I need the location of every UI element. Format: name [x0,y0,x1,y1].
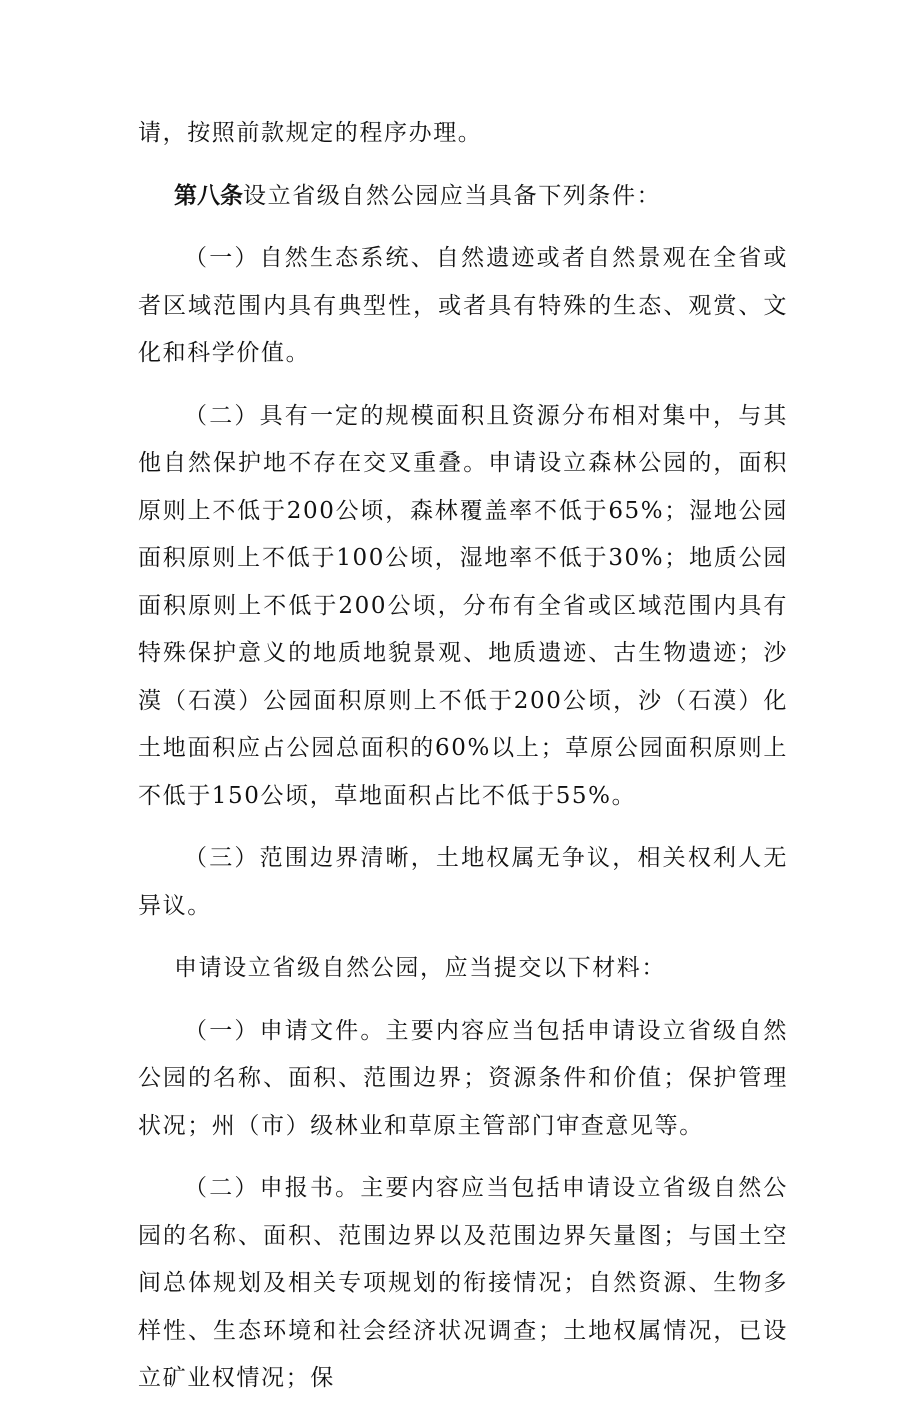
materials-intro [138,945,788,993]
paragraph-text: 请，按照前款规定的程序办理。 [138,120,483,146]
paragraph-text: 设立省级自然公园应当具备下列条件： [243,182,662,209]
material-item-2 [138,1165,788,1403]
paragraph-text: （一）申请文件。主要内容应当包括申请设立省级自然公园的名称、面积、范围边界；资源条件和价值；保护管理状况；州（市）级林业和草原主管部门审查意见等。 [138,1017,788,1139]
paragraph-continuation [138,110,788,158]
condition-item-3 [138,835,788,930]
condition-item-2 [138,393,788,821]
paragraph-text: （三）范围边界清晰，土地权属无争议，相关权利人无异议。 [138,845,788,919]
condition-item-1 [138,235,788,378]
document-body [138,110,788,1418]
paragraph-text: 申请设立省级自然公园，应当提交以下材料： [174,955,666,981]
article-number: 第八条 [174,182,243,209]
paragraph-text: （二）具有一定的规模面积且资源分布相对集中，与其他自然保护地不存在交叉重叠。申请设立森林公园的，面积原则上不低于200公顷，森林覆盖率不低于65%；湿地公园面积原则上不低于100公顷，湿地率不低于30%；地质公园面积原则上不低于200公顷，分布有全省或区域范围内具有特殊保护意义的地质地貌景观、地质遗迹、古生物遗迹；沙漠（石漠）公园面积原则上不低于200公顷，沙（石漠）化土地面积应占公园总面积的60%以上；草原公园面积原则上不低于150公顷，草地面积占比不低于55%。 [138,402,788,809]
paragraph-text: （一）自然生态系统、自然遗迹或者自然景观在全省或者区域范围内具有典型性，或者具有特殊的生态、观赏、文化和科学价值。 [138,245,788,366]
paragraph-text: （二）申报书。主要内容应当包括申请设立省级自然公园的名称、面积、范围边界以及范围边界矢量图；与国土空间总体规划及相关专项规划的衔接情况；自然资源、生物多样性、生态环境和社会经济状况调查；土地权属情况，已设立矿业权情况；保 [138,1175,788,1391]
material-item-1 [138,1008,788,1151]
article-eight-heading [138,173,788,221]
